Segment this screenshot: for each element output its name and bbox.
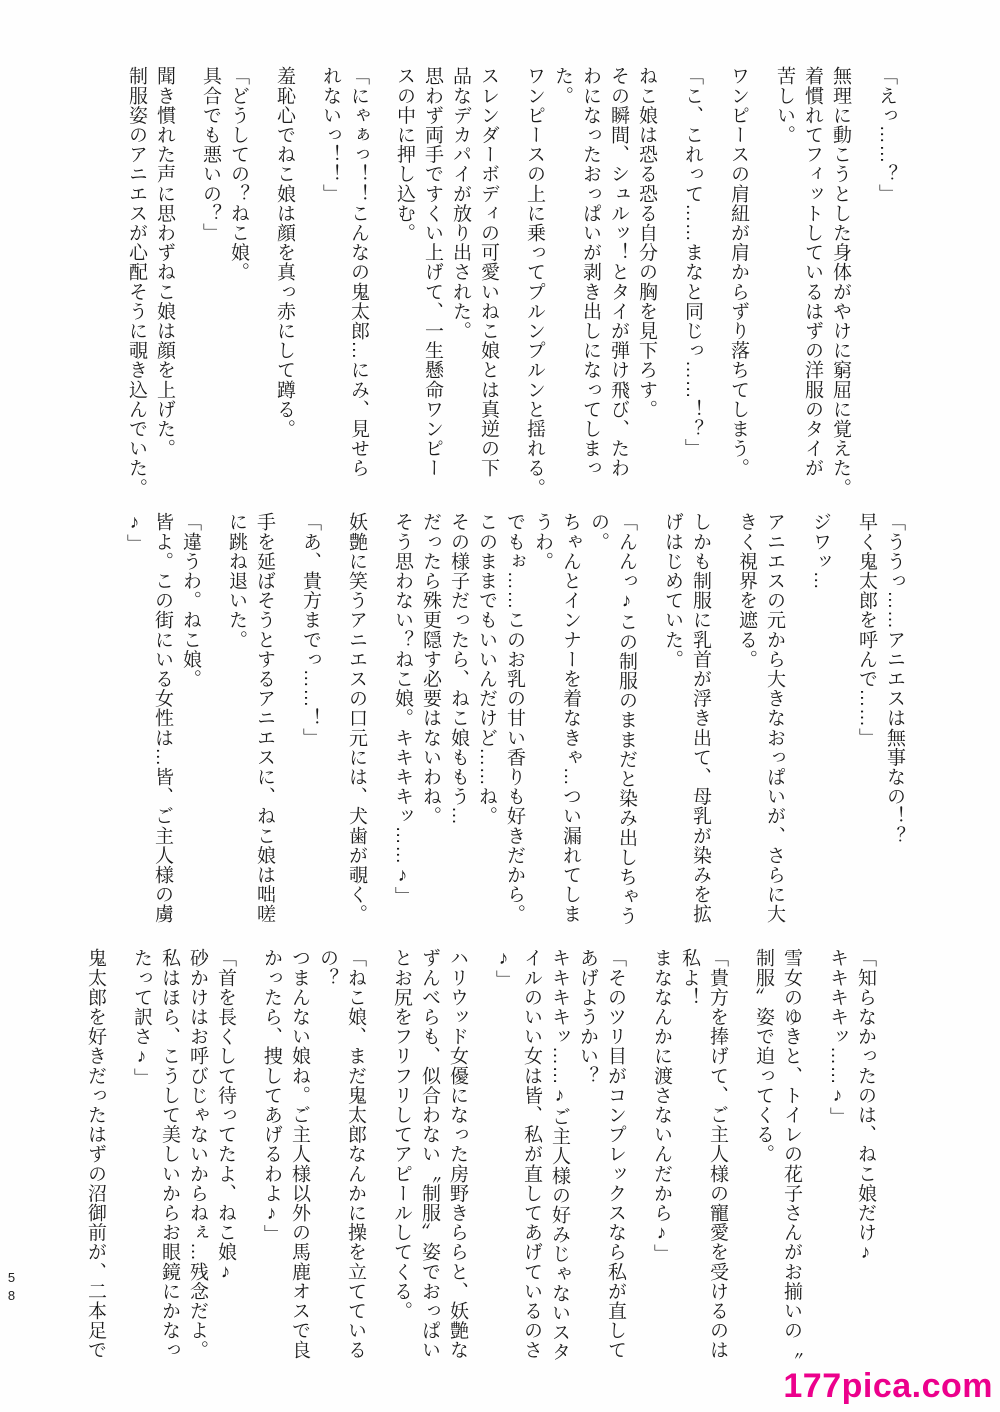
text-line: 「どうしての？ねこ娘。 xyxy=(228,66,249,282)
text-line: 「違うわ。ねこ娘。 xyxy=(180,512,201,689)
text-line: キキキキッ……♪ご主人様の好みじゃないスタ xyxy=(549,948,570,1362)
page-number: 58 xyxy=(4,1270,19,1306)
text-line-gap xyxy=(640,512,658,960)
text-line-gap xyxy=(471,948,489,1396)
text-line: このままでもいいんだけど……ね。 xyxy=(476,512,497,826)
text-line-gap xyxy=(660,66,678,514)
text-line: 制服〟姿で迫ってくる。 xyxy=(753,948,774,1164)
text-line-gap xyxy=(706,66,724,514)
text-line: 私よ！ xyxy=(679,948,700,1007)
text-line: 「んんっ♪この制服のままだと染み出しちゃう xyxy=(616,512,637,926)
text-line: つまんない娘ね。ご主人様以外の馬鹿オスで良 xyxy=(289,948,310,1360)
text-line: まななんかに渡さないんだから♪」 xyxy=(651,948,672,1264)
text-line: アニエスの元から大きなおっぱいが、さらに大 xyxy=(764,512,785,924)
text-line: ワンピースの上に乗ってプルンプルンと揺れる。 xyxy=(524,66,545,498)
text-line: に跳ね退いた。 xyxy=(226,512,247,650)
text-line: の？ xyxy=(317,948,338,988)
text-line-gap xyxy=(252,66,270,514)
text-line-gap xyxy=(854,66,872,514)
text-line-gap xyxy=(629,948,647,1396)
text-line: その様子だったら、ねこ娘ももう… xyxy=(448,512,469,826)
text-line-gap xyxy=(178,66,196,514)
text-line: ジワッ… xyxy=(810,512,831,591)
text-line: 無理に動こうとした身体がやけに窮屈に覚えた。 xyxy=(830,66,851,498)
text-line: キキキキッ……♪」 xyxy=(827,948,848,1127)
text-line-gap xyxy=(324,512,342,960)
text-line-gap xyxy=(278,512,296,960)
text-line: 鬼太郎を好きだったはずの沼御前が、二本足で xyxy=(85,948,106,1360)
text-line: 「こ、これって……まなと同じっ……！？」 xyxy=(682,66,703,458)
text-line: ♪」 xyxy=(124,512,145,554)
text-line: 制服姿のアニエスが心配そうに覗き込んでいた。 xyxy=(126,66,147,498)
text-block-bottom xyxy=(81,948,879,1396)
text-line: 雪女のゆきと、トイレの花子さんがお揃いの〝 xyxy=(781,948,802,1360)
text-line: かったら、捜してあげるわよ♪」 xyxy=(261,948,282,1244)
text-line: 苦しい。 xyxy=(774,66,795,145)
text-line: その瞬間、シュルッ！とタイが弾け飛び、たわ xyxy=(608,66,629,478)
text-block-top xyxy=(122,66,900,514)
text-line: 思わず両手ですくい上げて、一生懸命ワンピー xyxy=(422,66,443,478)
text-line: きく視界を遮る。 xyxy=(736,512,757,669)
text-line: 「ううっ……アニエスは無事なの！？ xyxy=(884,512,905,846)
text-line: ずんべらも、似合わない〝制服〟姿でおっぱい xyxy=(419,948,440,1360)
text-line: スレンダーボディの可愛いねこ娘とは真逆の下 xyxy=(478,66,499,478)
text-line: だったら殊更隠す必要はないわね。 xyxy=(420,512,441,826)
text-line: 「知らなかったのは、ねこ娘だけ♪ xyxy=(855,948,876,1264)
text-line: うわ。 xyxy=(532,512,553,571)
text-line: しかも制服に乳首が浮き出て、母乳が染みを拡 xyxy=(690,512,711,924)
text-line: 手を延ばそうとするアニエスに、ねこ娘は咄嗟 xyxy=(254,512,275,924)
text-line: 「あ、貴方までっ……！」 xyxy=(300,512,321,748)
text-line-gap xyxy=(502,66,520,514)
text-line: た。 xyxy=(552,66,573,106)
text-line-gap xyxy=(731,948,749,1396)
text-line: 「ねこ娘、まだ鬼太郎なんかに操を立てている xyxy=(345,948,366,1360)
text-line: あげようかい？ xyxy=(577,948,598,1086)
text-line: ハリウッド女優になった房野きららと、妖艶な xyxy=(447,948,468,1360)
text-line: 「えっ……？」 xyxy=(876,66,897,204)
watermark-177pica: 177pica.com xyxy=(783,1367,993,1405)
text-line: 具合でも悪いの？」 xyxy=(200,66,221,243)
text-line: 「にゃぁっ！！こんなの鬼太郎…にみ、見せら xyxy=(348,66,369,478)
text-line: 品なデカパイが放り出された。 xyxy=(450,66,471,341)
text-line: イルのいい女は皆、私が直してあげているのさ xyxy=(521,948,542,1360)
text-line-gap xyxy=(239,948,257,1396)
text-line: ワンピースの肩紐が肩からずり落ちてしまう。 xyxy=(728,66,749,478)
text-line: の。 xyxy=(588,512,609,552)
text-line-gap xyxy=(369,948,387,1396)
text-line: 「そのツリ目がコンプレックスなら私が直して xyxy=(605,948,626,1360)
text-line: たって訳さ♪」 xyxy=(131,948,152,1088)
text-line: 皆よ。この街にいる女性は…皆、ご主人様の虜 xyxy=(152,512,173,924)
text-line: 妖艶に笑うアニエスの口元には、犬歯が覗く。 xyxy=(346,512,367,924)
text-line: そう思わない？ねこ娘。キキキキッ……♪」 xyxy=(392,512,413,906)
text-line: ちゃんとインナーを着なきゃ…つい漏れてしま xyxy=(560,512,581,924)
text-line: わになったおっぱいが剥き出しになってしまっ xyxy=(580,66,601,478)
text-line: れないっ！！」 xyxy=(320,66,341,204)
text-line: でもぉ……このお乳の甘い香りも好きだから。 xyxy=(504,512,525,924)
text-line: ねこ娘は恐る恐る自分の胸を見下ろす。 xyxy=(636,66,657,419)
text-line-gap xyxy=(372,66,390,514)
text-line: 砂かけはお呼びじゃないからねぇ…残念だよ。 xyxy=(187,948,208,1360)
text-line: げはじめていた。 xyxy=(662,512,683,669)
text-line-gap xyxy=(752,66,770,514)
text-line-gap xyxy=(109,948,127,1396)
text-line-gap xyxy=(204,512,222,960)
text-line: 私はほら、こうして美しいからお眼鏡にかなっ xyxy=(159,948,180,1360)
text-line: 着慣れてフィットしているはずの洋服のタイが xyxy=(802,66,823,478)
text-block-middle xyxy=(120,512,908,960)
text-line-gap xyxy=(788,512,806,960)
text-line-gap xyxy=(714,512,732,960)
text-line: 聞き慣れた声に思わずねこ娘は顔を上げた。 xyxy=(154,66,175,458)
text-line: スの中に押し込む。 xyxy=(394,66,415,243)
text-line-gap xyxy=(805,948,823,1396)
text-line: とお尻をフリフリしてアピールしてくる。 xyxy=(391,948,412,1321)
text-line: 「貴方を捧げて、ご主人様の寵愛を受けるのは xyxy=(707,948,728,1360)
text-line: 「首を長くして待ってたよ、ねこ娘♪ xyxy=(215,948,236,1284)
text-line: ♪」 xyxy=(493,948,514,990)
text-line-gap xyxy=(298,66,316,514)
text-line: 早く鬼太郎を呼んで……」 xyxy=(856,512,877,748)
text-line: 羞恥心でねこ娘は顔を真っ赤にして蹲る。 xyxy=(274,66,295,439)
text-line-gap xyxy=(834,512,852,960)
text-line-gap xyxy=(370,512,388,960)
